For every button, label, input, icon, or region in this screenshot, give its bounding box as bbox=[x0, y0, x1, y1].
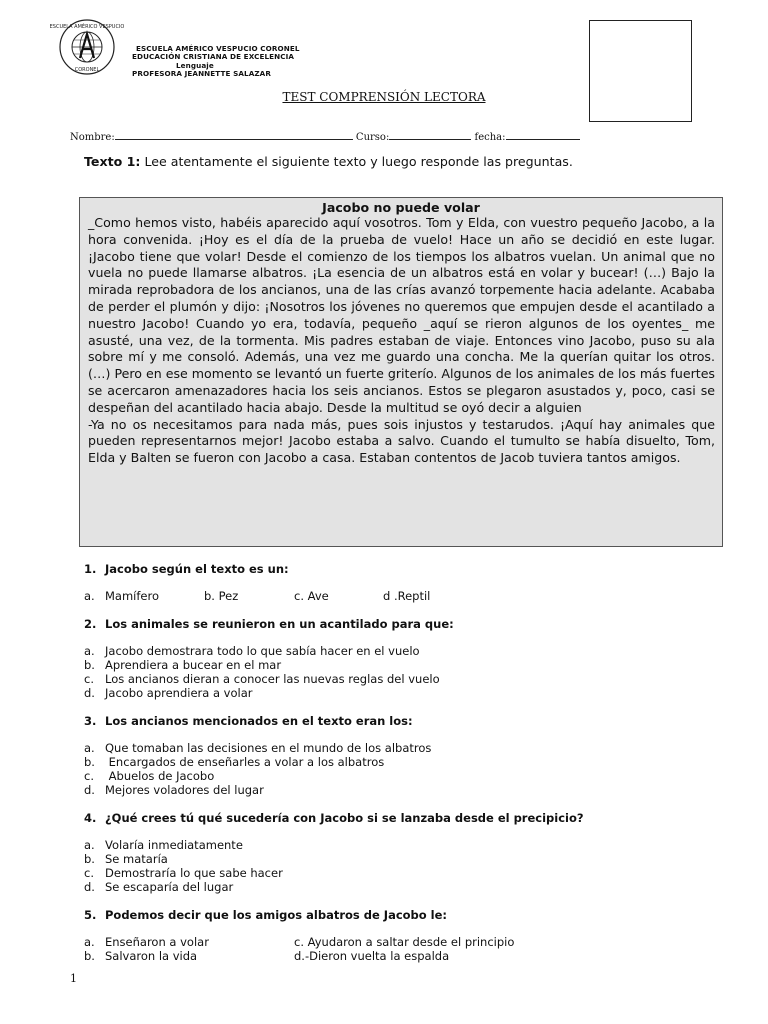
answer-option[interactable] bbox=[84, 935, 209, 949]
answer-option[interactable] bbox=[84, 686, 253, 700]
answer-option[interactable] bbox=[84, 658, 281, 672]
page-title-text: TEST COMPRENSIÓN LECTORA bbox=[282, 90, 486, 104]
answer-option[interactable] bbox=[84, 755, 384, 769]
question-4 bbox=[84, 811, 584, 825]
reading-paragraph: _Como hemos visto, habéis aparecido aquí vosotros. Tom y Elda, con vuestro pequeño Jacobo, a la hora convenida. ¡Hoy es el día de la prueba de vuelo! Hace un año se decidió en este lugar. ¡Jacobo tiene que volar! Desde el comienzo de los tiempos los albatros vuelan. Un animal que no vuela no puede llamarse albatros. ¡La esencia de un albatros está en volar y bucear! (…) Bajo la mirada reprobadora de los ancianos, una de las crías avanzó torpemente hacia adelante. Acababa de perder el plumón y dijo: ¡Nosotros los jóvenes no queremos que empujen desde el acantilado a nuestro Jacobo! Cuando yo era, todavía, pequeño _aquí se rieron algunos de los oyentes_ me asusté, una vez, de la tormenta. Mis padres estaban de viaje. Entonces vino Jacobo, puso su ala sobre mí y me consoló. Además, una vez me guardo una concha. Me la querían quitar los otros. (…) Pero en ese momento se levantó un fuerte griterío. Algunos de los animales de los más fuertes se acercaron amenazadores hacia los seis ancianos. Estos se plegaron asustados y, poco, casi se despeñan del acantilado hacia abajo. Desde la multitud se oyó decir a alguien bbox=[88, 215, 715, 415]
option-text: Encargados de enseñarles a volar a los albatros bbox=[105, 755, 385, 769]
answer-option[interactable] bbox=[84, 880, 233, 894]
option-text: b. Pez bbox=[204, 589, 239, 603]
option-text: Salvaron la vida bbox=[105, 949, 198, 963]
option-text: Se mataría bbox=[105, 852, 168, 866]
answer-option[interactable] bbox=[84, 741, 431, 755]
answer-option[interactable] bbox=[84, 852, 168, 866]
reading-paragraph: -Ya no os necesitamos para nada más, pues sois injustos y testarudos. ¡Aquí hay animales que pueden representarnos mejor! Jacobo estaba a salvo. Cuando el tumulto se había disuelto, Tom, Elda y Balten se fueron con Jacobo a casa. Estaban contentos de Jacob tuviera tantos amigos. bbox=[88, 416, 715, 466]
option-text: Abuelos de Jacobo bbox=[105, 769, 215, 783]
option-letter: a. bbox=[84, 838, 95, 852]
answer-option[interactable] bbox=[84, 672, 440, 686]
option-text: Demostraría lo que sabe hacer bbox=[105, 866, 283, 880]
question-text: Los animales se reunieron en un acantilado para que: bbox=[105, 617, 454, 631]
page-title bbox=[0, 90, 768, 104]
logo-text-top: ESCUELA AMÉRICO VESPUCIO bbox=[49, 24, 125, 30]
option-text: Jacobo aprendiera a volar bbox=[105, 686, 253, 700]
option-text: c. Ave bbox=[294, 589, 329, 603]
option-letter: a. bbox=[84, 935, 95, 949]
option-letter: a. bbox=[84, 644, 95, 658]
option-letter: a. bbox=[84, 589, 95, 603]
question-number: 4. bbox=[84, 811, 97, 825]
option-text: Que tomaban las decisiones en el mundo de los albatros bbox=[105, 741, 432, 755]
school-logo bbox=[49, 18, 125, 76]
answer-option[interactable] bbox=[84, 769, 214, 783]
subject: Lenguaje bbox=[176, 60, 214, 70]
answer-option[interactable] bbox=[204, 589, 238, 603]
photo-box bbox=[589, 20, 692, 122]
reading-text bbox=[88, 215, 715, 467]
option-letter: d. bbox=[84, 880, 95, 894]
question-2 bbox=[84, 617, 454, 631]
fecha-field[interactable] bbox=[506, 130, 580, 140]
curso-label: Curso: bbox=[355, 132, 390, 143]
answer-option[interactable] bbox=[84, 866, 283, 880]
question-3 bbox=[84, 714, 413, 728]
logo-text-bottom: CORONEL bbox=[74, 67, 100, 73]
option-text: d .Reptil bbox=[383, 589, 431, 603]
option-letter: d. bbox=[84, 783, 95, 797]
question-number: 5. bbox=[84, 908, 97, 922]
reading-box bbox=[79, 197, 723, 547]
option-text: Enseñaron a volar bbox=[105, 935, 209, 949]
teacher: PROFESORA JEANNETTE SALAZAR bbox=[132, 69, 271, 79]
option-letter: c. bbox=[84, 769, 94, 783]
option-letter: c. bbox=[84, 672, 94, 686]
option-letter: b. bbox=[84, 755, 95, 769]
nombre-field[interactable] bbox=[115, 130, 353, 140]
option-text: Aprendiera a bucear en el mar bbox=[105, 658, 282, 672]
answer-option[interactable] bbox=[84, 644, 420, 658]
nombre-label: Nombre: bbox=[70, 132, 115, 143]
curso-field[interactable] bbox=[389, 130, 471, 140]
instruction-text: Lee atentamente el siguiente texto y luego responde las preguntas. bbox=[140, 154, 573, 169]
option-letter: b. bbox=[84, 658, 95, 672]
answer-option[interactable] bbox=[294, 949, 449, 963]
answer-option[interactable] bbox=[84, 949, 197, 963]
question-1 bbox=[84, 562, 289, 576]
question-number: 3. bbox=[84, 714, 97, 728]
question-number: 2. bbox=[84, 617, 97, 631]
option-text: Los ancianos dieran a conocer las nuevas reglas del vuelo bbox=[105, 672, 440, 686]
option-text: Se escaparía del lugar bbox=[105, 880, 234, 894]
option-letter: b. bbox=[84, 852, 95, 866]
option-letter: c. bbox=[84, 866, 94, 880]
answer-option[interactable] bbox=[84, 838, 243, 852]
option-text: Mejores voladores del lugar bbox=[105, 783, 264, 797]
answer-option[interactable] bbox=[84, 589, 159, 603]
question-text: Los ancianos mencionados en el texto eran los: bbox=[105, 714, 413, 728]
reading-title: Jacobo no puede volar bbox=[322, 200, 480, 215]
question-text: Jacobo según el texto es un: bbox=[105, 562, 289, 576]
instruction-label: Texto 1: bbox=[84, 154, 141, 169]
answer-option[interactable] bbox=[84, 783, 264, 797]
option-letter: b. bbox=[84, 949, 95, 963]
school-name: ESCUELA AMÉRICO VESPUCIO CORONEL bbox=[136, 44, 300, 53]
option-text: c. Ayudaron a saltar desde el principio bbox=[294, 935, 515, 949]
question-5 bbox=[84, 908, 447, 922]
student-fields bbox=[70, 130, 580, 143]
school-info bbox=[132, 45, 300, 79]
option-text: d.-Dieron vuelta la espalda bbox=[294, 949, 450, 963]
fecha-label: fecha: bbox=[474, 132, 506, 143]
option-letter: a. bbox=[84, 741, 95, 755]
question-text: ¿Qué crees tú qué sucedería con Jacobo si se lanzaba desde el precipicio? bbox=[105, 811, 584, 825]
school-motto: EDUCACIÓN CRISTIANA DE EXCELENCIA bbox=[132, 52, 295, 62]
option-text: Jacobo demostrara todo lo que sabía hacer en el vuelo bbox=[105, 644, 420, 658]
question-number: 1. bbox=[84, 562, 97, 576]
answer-option[interactable] bbox=[294, 589, 329, 603]
option-letter: d. bbox=[84, 686, 95, 700]
instruction bbox=[84, 154, 573, 169]
option-text: Mamífero bbox=[105, 589, 160, 603]
question-text: Podemos decir que los amigos albatros de Jacobo le: bbox=[105, 908, 448, 922]
page-number: 1 bbox=[70, 972, 77, 985]
option-text: Volaría inmediatamente bbox=[105, 838, 243, 852]
answer-option[interactable] bbox=[383, 589, 430, 603]
answer-option[interactable] bbox=[294, 935, 514, 949]
